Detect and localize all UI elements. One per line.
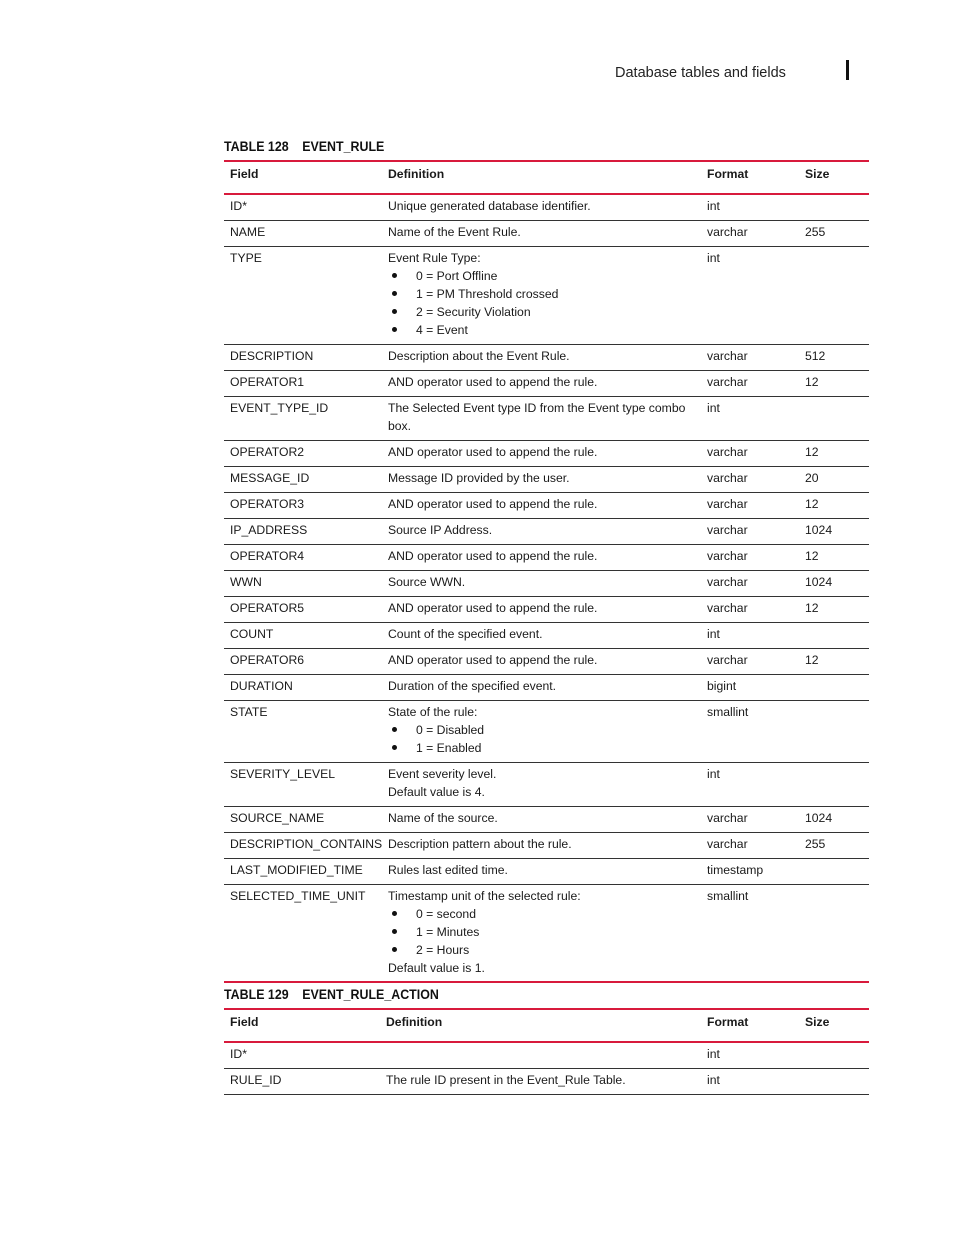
table-129-name: EVENT_RULE_ACTION: [302, 987, 439, 1002]
table-row: [224, 571, 869, 597]
definition-cell: [382, 247, 701, 345]
table-row: [224, 467, 869, 493]
table-row: [224, 247, 869, 345]
definition-cell: [382, 571, 701, 597]
size-cell: 20: [799, 467, 869, 493]
definition-note: Default value is 1.: [388, 961, 485, 975]
field-cell: EVENT_TYPE_ID: [224, 397, 382, 441]
table-row: [224, 807, 869, 833]
format-cell: int: [701, 194, 799, 221]
definition-line: Description pattern about the rule.: [388, 837, 572, 851]
format-cell: varchar: [701, 545, 799, 571]
size-cell: [799, 885, 869, 983]
field-cell: LAST_MODIFIED_TIME: [224, 859, 382, 885]
definition-bullet-item: 0 = second: [388, 905, 695, 923]
table-row: [224, 397, 869, 441]
format-cell: smallint: [707, 889, 749, 903]
field-cell: MESSAGE_ID: [224, 467, 382, 493]
format-cell: varchar: [701, 649, 799, 675]
definition-line: Duration of the specified event.: [388, 679, 557, 693]
table-row: [224, 519, 869, 545]
definition-line: The rule ID present in the Event_Rule Table.: [386, 1073, 626, 1087]
size-cell: 255: [799, 833, 869, 859]
size-cell: [799, 859, 869, 885]
size-cell: [799, 1042, 869, 1069]
size-cell: 12: [799, 441, 869, 467]
definition-cell: [382, 833, 701, 859]
definition-line: Source WWN.: [388, 575, 466, 589]
column-header-definition: Definition: [382, 161, 701, 194]
definition-bullet-item: 0 = Disabled: [388, 721, 695, 739]
definition-cell: [382, 675, 701, 701]
definition-line: AND operator used to append the rule.: [388, 497, 598, 511]
size-cell: [799, 623, 869, 649]
format-cell: varchar: [701, 221, 799, 247]
format-cell: varchar: [701, 371, 799, 397]
definition-cell: [382, 493, 701, 519]
table-row: [224, 545, 869, 571]
field-cell: SELECTED_TIME_UNIT: [230, 889, 366, 903]
field-cell: OPERATOR6: [224, 649, 382, 675]
table-128-number: TABLE 128: [224, 139, 289, 154]
format-cell: varchar: [701, 519, 799, 545]
format-cell: int: [701, 1042, 799, 1069]
format-cell: varchar: [701, 807, 799, 833]
definition-line: Name of the Event Rule.: [388, 225, 521, 239]
definition-bullet-list: [388, 721, 695, 757]
table-row: [224, 345, 869, 371]
format-cell: int: [701, 397, 799, 441]
definition-cell: [382, 345, 701, 371]
definition-line: Unique generated database identifier.: [388, 199, 591, 213]
size-cell: 12: [799, 545, 869, 571]
definition-cell: [382, 397, 701, 441]
definition-line: Source IP Address.: [388, 523, 493, 537]
field-cell: DURATION: [224, 675, 382, 701]
definition-line: Event severity level.: [388, 767, 497, 781]
size-cell: [799, 701, 869, 763]
definition-cell: [382, 519, 701, 545]
table-row: [224, 371, 869, 397]
definition-cell: [380, 1042, 701, 1069]
format-cell: varchar: [701, 597, 799, 623]
table-row: [224, 701, 869, 763]
table-row: [224, 441, 869, 467]
table-row: [224, 194, 869, 221]
size-cell: 12: [799, 493, 869, 519]
definition-cell: [382, 763, 701, 807]
field-cell: TYPE: [224, 247, 382, 345]
column-header-field: Field: [224, 1009, 380, 1042]
table-128-caption: [224, 139, 384, 154]
definition-bullet-item: 0 = Port Offline: [388, 267, 695, 285]
size-cell: 12: [799, 597, 869, 623]
field-cell: STATE: [224, 701, 382, 763]
column-header-format: Format: [701, 161, 799, 194]
definition-line: State of the rule:: [388, 705, 478, 719]
size-cell: [799, 1069, 869, 1095]
definition-line: Name of the source.: [388, 811, 498, 825]
definition-bullet-item: 1 = PM Threshold crossed: [388, 285, 695, 303]
table-row: [224, 859, 869, 885]
table-row: [224, 763, 869, 807]
table-129-number: TABLE 129: [224, 987, 289, 1002]
table-row: [224, 1069, 869, 1095]
definition-cell: [382, 885, 701, 983]
format-cell: int: [701, 623, 799, 649]
format-cell: varchar: [701, 493, 799, 519]
size-cell: 1024: [799, 519, 869, 545]
definition-line: Count of the specified event.: [388, 627, 543, 641]
table-row: [224, 833, 869, 859]
definition-line: Timestamp unit of the selected rule:: [388, 889, 581, 903]
definition-cell: [382, 623, 701, 649]
column-header-size: Size: [799, 161, 869, 194]
definition-cell: [382, 221, 701, 247]
definition-line: Message ID provided by the user.: [388, 471, 570, 485]
definition-cell: [382, 701, 701, 763]
format-cell: varchar: [701, 571, 799, 597]
definition-cell: [382, 597, 701, 623]
field-cell: ID*: [224, 194, 382, 221]
page-header-title: Database tables and fields: [615, 65, 786, 81]
size-cell: 1024: [799, 571, 869, 597]
field-cell: NAME: [224, 221, 382, 247]
field-cell: OPERATOR5: [224, 597, 382, 623]
field-cell: OPERATOR1: [224, 371, 382, 397]
field-cell: ID*: [224, 1042, 380, 1069]
definition-line: AND operator used to append the rule.: [388, 653, 598, 667]
definition-bullet-item: 2 = Hours: [388, 941, 695, 959]
definition-cell: [382, 371, 701, 397]
definition-line: The Selected Event type ID from the Event type combo box.: [388, 401, 686, 433]
definition-cell: [382, 545, 701, 571]
table-row: [224, 675, 869, 701]
column-header-size: Size: [799, 1009, 869, 1042]
size-cell: 512: [799, 345, 869, 371]
definition-cell: [380, 1069, 701, 1095]
definition-cell: [382, 467, 701, 493]
definition-line: Default value is 4.: [388, 785, 485, 799]
format-cell: varchar: [701, 467, 799, 493]
definition-line: Description about the Event Rule.: [388, 349, 570, 363]
size-cell: [799, 675, 869, 701]
field-cell: OPERATOR3: [224, 493, 382, 519]
format-cell: int: [701, 247, 799, 345]
table-row: [224, 1042, 869, 1069]
format-cell: int: [701, 763, 799, 807]
field-cell: OPERATOR2: [224, 441, 382, 467]
definition-bullet-item: 2 = Security Violation: [388, 303, 695, 321]
format-cell: bigint: [701, 675, 799, 701]
definition-line: AND operator used to append the rule.: [388, 375, 598, 389]
definition-cell: [382, 194, 701, 221]
event-rule-table: [224, 160, 869, 983]
definition-bullet-item: 4 = Event: [388, 321, 695, 339]
field-cell: DESCRIPTION_CONTAINS: [224, 833, 382, 859]
size-cell: [799, 397, 869, 441]
definition-bullet-list: [388, 905, 695, 959]
size-cell: [799, 247, 869, 345]
table-header-row: [224, 1009, 869, 1042]
table-row: [224, 885, 869, 983]
table-row: [224, 221, 869, 247]
field-cell: WWN: [224, 571, 382, 597]
format-cell: smallint: [701, 701, 799, 763]
table-129-caption: [224, 987, 439, 1002]
size-cell: [799, 763, 869, 807]
field-cell: IP_ADDRESS: [224, 519, 382, 545]
format-cell: int: [701, 1069, 799, 1095]
definition-cell: [382, 859, 701, 885]
header-margin-bar: [846, 60, 849, 80]
definition-bullet-list: [388, 267, 695, 339]
definition-line: Rules last edited time.: [388, 863, 508, 877]
field-cell: COUNT: [224, 623, 382, 649]
size-cell: 12: [799, 649, 869, 675]
definition-line: Event Rule Type:: [388, 251, 481, 265]
table-row: [224, 649, 869, 675]
table-header-row: [224, 161, 869, 194]
definition-cell: [382, 807, 701, 833]
format-cell: varchar: [701, 345, 799, 371]
definition-cell: [382, 441, 701, 467]
column-header-definition: Definition: [380, 1009, 701, 1042]
table-row: [224, 597, 869, 623]
field-cell: SOURCE_NAME: [224, 807, 382, 833]
definition-bullet-item: 1 = Enabled: [388, 739, 695, 757]
definition-cell: [382, 649, 701, 675]
field-cell: RULE_ID: [224, 1069, 380, 1095]
size-cell: 255: [799, 221, 869, 247]
table-row: [224, 623, 869, 649]
definition-line: AND operator used to append the rule.: [388, 601, 598, 615]
size-cell: 12: [799, 371, 869, 397]
table-128-name: EVENT_RULE: [302, 139, 385, 154]
field-cell: DESCRIPTION: [224, 345, 382, 371]
definition-bullet-item: 1 = Minutes: [388, 923, 695, 941]
format-cell: varchar: [701, 441, 799, 467]
size-cell: [799, 194, 869, 221]
definition-line: AND operator used to append the rule.: [388, 445, 598, 459]
column-header-field: Field: [224, 161, 382, 194]
size-cell: 1024: [799, 807, 869, 833]
format-cell: timestamp: [701, 859, 799, 885]
table-row: [224, 493, 869, 519]
field-cell: SEVERITY_LEVEL: [224, 763, 382, 807]
column-header-format: Format: [701, 1009, 799, 1042]
event-rule-action-table: [224, 1008, 869, 1095]
field-cell: OPERATOR4: [224, 545, 382, 571]
format-cell: varchar: [701, 833, 799, 859]
definition-line: AND operator used to append the rule.: [388, 549, 598, 563]
